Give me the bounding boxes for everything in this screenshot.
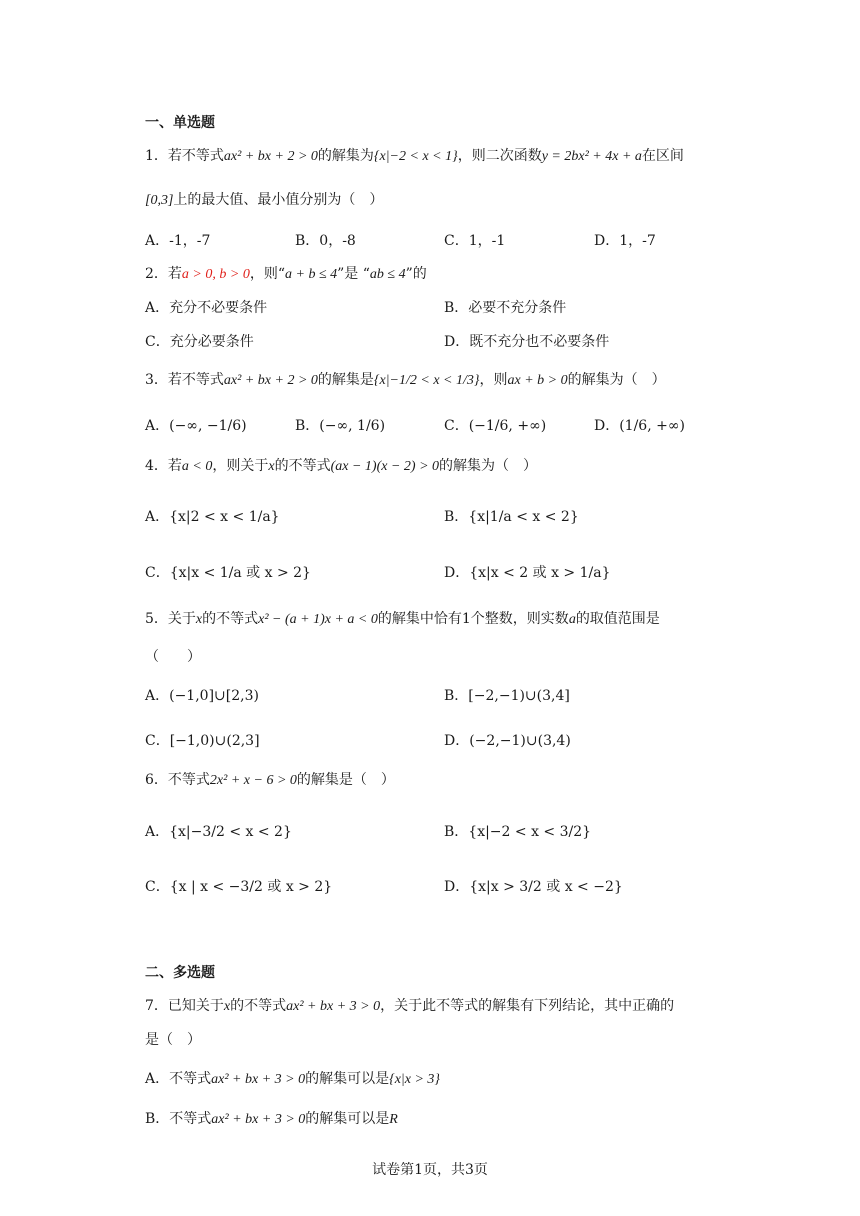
option-a[interactable]: A．{x|2 < x < 1/a} (145, 509, 280, 525)
option-a[interactable]: A．{x|−3/2 < x < 2} (145, 824, 292, 840)
stem-text: ，则二次函数 (457, 148, 542, 164)
stem-text: ，关于此不等式的解集有下列结论，其中正确的 (380, 998, 675, 1014)
question-5-stem-cont: （ ） (145, 649, 201, 665)
math-expression: a + b ≤ 4 (285, 267, 338, 282)
math-expression: {x|−2 < x < 1} (373, 149, 458, 164)
math-expression: ax² + bx + 2 > 0 (223, 373, 318, 388)
option-a[interactable]: A．充分不必要条件 (145, 300, 268, 316)
math-expression: a (568, 612, 576, 627)
option-d[interactable]: D．{x|x > 3/2 或 x < −2} (444, 879, 623, 895)
option-a[interactable]: A．-1，-7 (145, 233, 211, 249)
question-number: 2． (145, 266, 168, 282)
option-d[interactable]: D．既不充分也不必要条件 (444, 334, 610, 350)
option-a[interactable]: A．(−∞, −1/6) (145, 418, 247, 434)
section-heading-multiple-choice: 二、多选题 (145, 965, 215, 981)
stem-text: 的解集是（ ） (296, 772, 395, 788)
option-text: 的解集可以是 (305, 1071, 390, 1087)
option-c[interactable]: C．[−1,0)∪(2,3] (145, 733, 260, 749)
math-expression: y = 2bx² + 4x + a (541, 149, 642, 164)
math-expression: [0,3] (145, 193, 174, 208)
option-c[interactable]: C．充分必要条件 (145, 334, 254, 350)
stem-text: ，则“ (249, 266, 285, 282)
math-expression: ax² + bx + 3 > 0 (286, 999, 381, 1014)
question-6-stem (145, 770, 395, 791)
math-expression: ax + b > 0 (507, 373, 568, 388)
option-c[interactable]: C．{x|x < 1/a 或 x > 2} (145, 565, 311, 581)
stem-text: 若 (167, 266, 182, 282)
option-a[interactable]: A．(−1,0]∪[2,3) (145, 688, 259, 704)
stem-text: 的不等式 (274, 458, 331, 474)
stem-text: 的取值范围是 (575, 611, 660, 627)
page-footer: 试卷第1页，共3页 (372, 1162, 488, 1178)
math-expression: {x|−1/2 < x < 1/3} (373, 373, 480, 388)
stem-text: 的不等式 (202, 611, 259, 627)
option-text: 的解集可以是 (305, 1111, 390, 1127)
stem-text: 若不等式 (167, 372, 224, 388)
stem-text: 若不等式 (167, 148, 224, 164)
stem-text: 的解集中恰有1个整数，则实数 (377, 611, 569, 627)
math-expression: a < 0 (181, 459, 213, 474)
math-expression: x² − (a + 1)x + a < 0 (258, 612, 378, 627)
question-2-stem (145, 264, 427, 285)
stem-text: 上的最大值、最小值分别为（ ） (173, 192, 384, 208)
option-b[interactable]: B．0，-8 (295, 233, 356, 249)
stem-text: 不等式 (167, 772, 210, 788)
question-number: 5． (145, 611, 168, 627)
stem-text: 关于 (167, 611, 196, 627)
math-expression: ax² + bx + 2 > 0 (223, 149, 318, 164)
math-expression: x (223, 999, 231, 1014)
math-expression: x (268, 459, 275, 474)
math-expression: ax² + bx + 3 > 0 (211, 1072, 306, 1087)
math-expression: x (195, 612, 203, 627)
stem-text: ”的 (405, 266, 427, 282)
option-c[interactable]: C．(−1/6, +∞) (444, 418, 547, 434)
option-d[interactable]: D．{x|x < 2 或 x > 1/a} (444, 565, 611, 581)
question-7-stem-cont: 是（ ） (145, 1032, 201, 1048)
stem-text: 的解集为（ ） (439, 458, 538, 474)
question-7-stem (145, 996, 674, 1017)
option-b[interactable]: B．{x|−2 < x < 3/2} (444, 824, 592, 840)
option-a[interactable] (145, 1069, 440, 1090)
question-number: 3． (145, 372, 168, 388)
option-b[interactable]: B．[−2,−1)∪(3,4] (444, 688, 570, 704)
option-d[interactable]: D．(1/6, +∞) (594, 418, 685, 434)
option-text: A．不等式 (145, 1071, 212, 1087)
option-b[interactable]: B．(−∞, 1/6) (295, 418, 386, 434)
section-heading-single-choice: 一、单选题 (145, 115, 215, 131)
option-c[interactable]: C．1，-1 (444, 233, 506, 249)
math-expression: ab ≤ 4 (369, 267, 406, 282)
question-1-stem-cont (145, 190, 383, 211)
question-number: 7． (145, 998, 168, 1014)
stem-text: 的解集为（ ） (567, 372, 666, 388)
stem-text: ，则 (479, 372, 508, 388)
math-expression: ax² + bx + 3 > 0 (211, 1112, 306, 1127)
question-1-stem (145, 146, 684, 167)
stem-text: 若 (167, 458, 182, 474)
math-expression: (ax − 1)(x − 2) > 0 (330, 459, 440, 474)
stem-text: 的解集是 (317, 372, 374, 388)
stem-text: ，则关于 (212, 458, 269, 474)
stem-text: ”是 “ (337, 266, 370, 282)
stem-text: 的不等式 (230, 998, 287, 1014)
question-3-stem (145, 370, 666, 391)
stem-text: 的解集为 (317, 148, 374, 164)
question-number: 4． (145, 458, 168, 474)
stem-text: 在区间 (641, 148, 684, 164)
option-d[interactable]: D．1，-7 (594, 233, 656, 249)
question-number: 6． (145, 772, 168, 788)
option-b[interactable]: B．必要不充分条件 (444, 300, 567, 316)
question-5-stem (145, 609, 660, 630)
option-d[interactable]: D．(−2,−1)∪(3,4) (444, 733, 571, 749)
option-text: B．不等式 (145, 1111, 212, 1127)
question-number: 1． (145, 148, 168, 164)
option-c[interactable]: C．{x | x < −3/2 或 x > 2} (145, 879, 333, 895)
math-expression: {x|x > 3} (389, 1072, 441, 1087)
question-4-stem (145, 456, 537, 477)
option-b[interactable] (145, 1109, 398, 1130)
option-b[interactable]: B．{x|1/a < x < 2} (444, 509, 579, 525)
math-expression: R (389, 1112, 398, 1127)
math-expression-highlighted: a > 0, b > 0 (181, 267, 250, 282)
math-expression: 2x² + x − 6 > 0 (209, 773, 297, 788)
stem-text: 已知关于 (167, 998, 224, 1014)
